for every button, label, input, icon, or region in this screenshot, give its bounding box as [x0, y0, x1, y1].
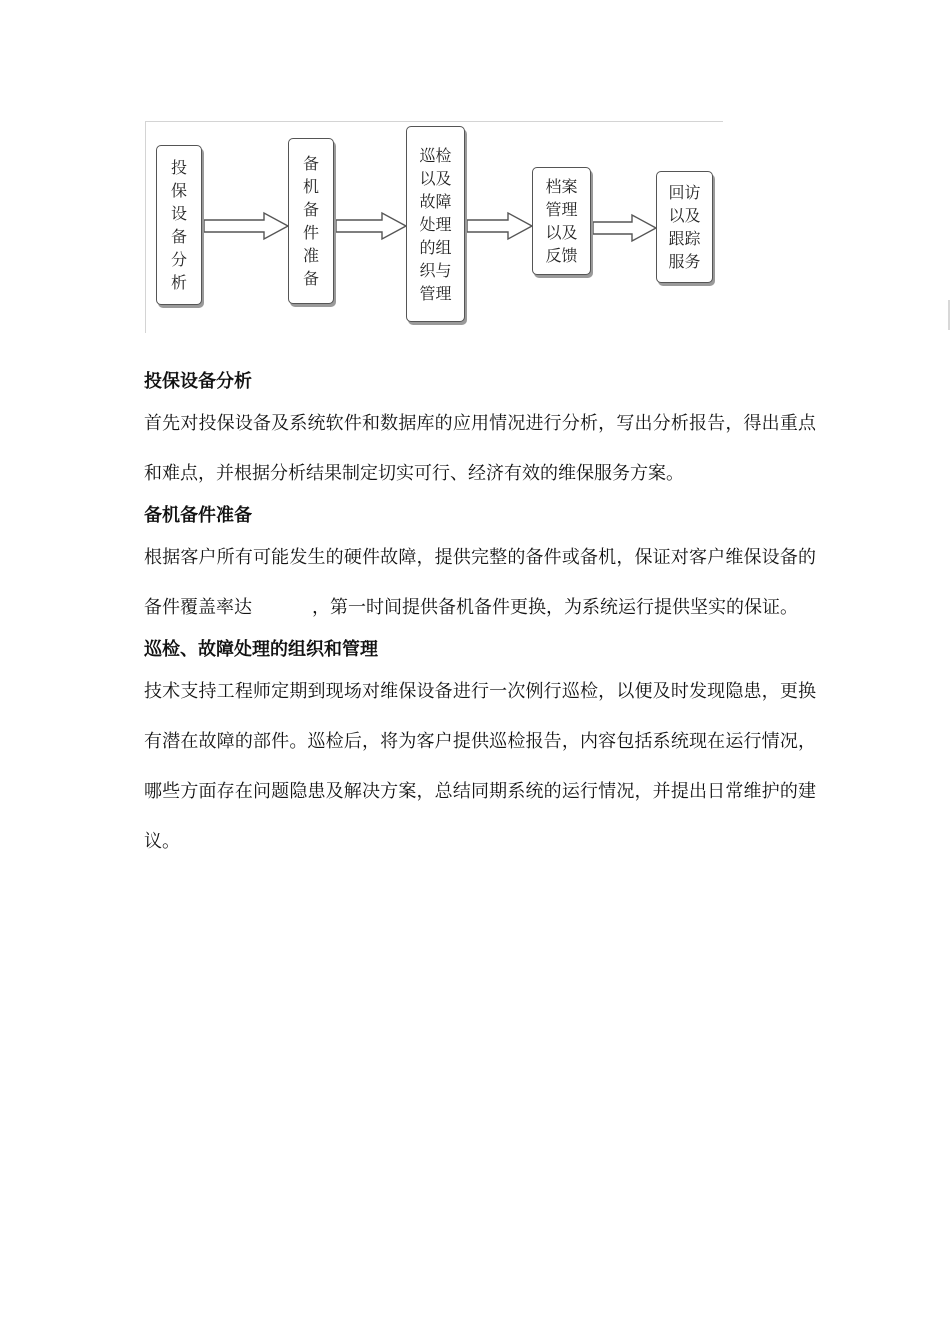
section-title-inspection: 巡检、故障处理的组织和管理: [144, 639, 378, 660]
flow-step-label: 档案管理以及反馈: [545, 177, 578, 265]
section-title-equipment-analysis: 投保设备分析: [144, 371, 252, 392]
flow-step-label: 巡检以及故障处理的组织与管理: [419, 145, 452, 303]
flow-step-label: 回访以及跟踪服务: [668, 183, 701, 271]
flow-step-4: [532, 167, 591, 275]
flow-step-label: 投保设备分析: [170, 158, 187, 292]
spare-parts-text-part1: 根据客户所有可能发生的硬件故障，提供完整的备件或备机，保证对客户维保设备的备件覆盖率达: [144, 547, 816, 618]
section-title-spare-parts: 备机备件准备: [144, 505, 252, 526]
flow-arrow-2: [336, 213, 406, 239]
service-flowchart: [145, 121, 723, 333]
flow-arrow-4: [593, 215, 656, 241]
flow-step-label: 备机备件准备: [302, 154, 319, 288]
section-paragraph-inspection: 技术支持工程师定期到现场对维保设备进行一次例行巡检，以便及时发现隐患，更换有潜在故障的部件。巡检后，将为客户提供巡检报告，内容包括系统现在运行情况，哪些方面存在问题隐患及解决方案，总结同期系统的运行情况，并提出日常维护的建议。: [144, 681, 816, 852]
section-paragraph-spare-parts: [144, 533, 816, 633]
flow-step-5: [656, 171, 713, 283]
section-paragraph-equipment-analysis: 首先对投保设备及系统软件和数据库的应用情况进行分析，写出分析报告，得出重点和难点，并根据分析结果制定切实可行、经济有效的维保服务方案。: [144, 413, 816, 484]
document-body: [144, 365, 816, 867]
flow-step-2: [288, 138, 334, 304]
flow-arrow-3: [467, 213, 532, 239]
flow-step-3: [406, 126, 465, 322]
spare-parts-text-part2: ，第一时间提供备机备件更换，为系统运行提供坚实的保证。: [312, 597, 798, 618]
flow-arrow-1: [204, 213, 288, 239]
flow-step-1: [156, 145, 202, 305]
